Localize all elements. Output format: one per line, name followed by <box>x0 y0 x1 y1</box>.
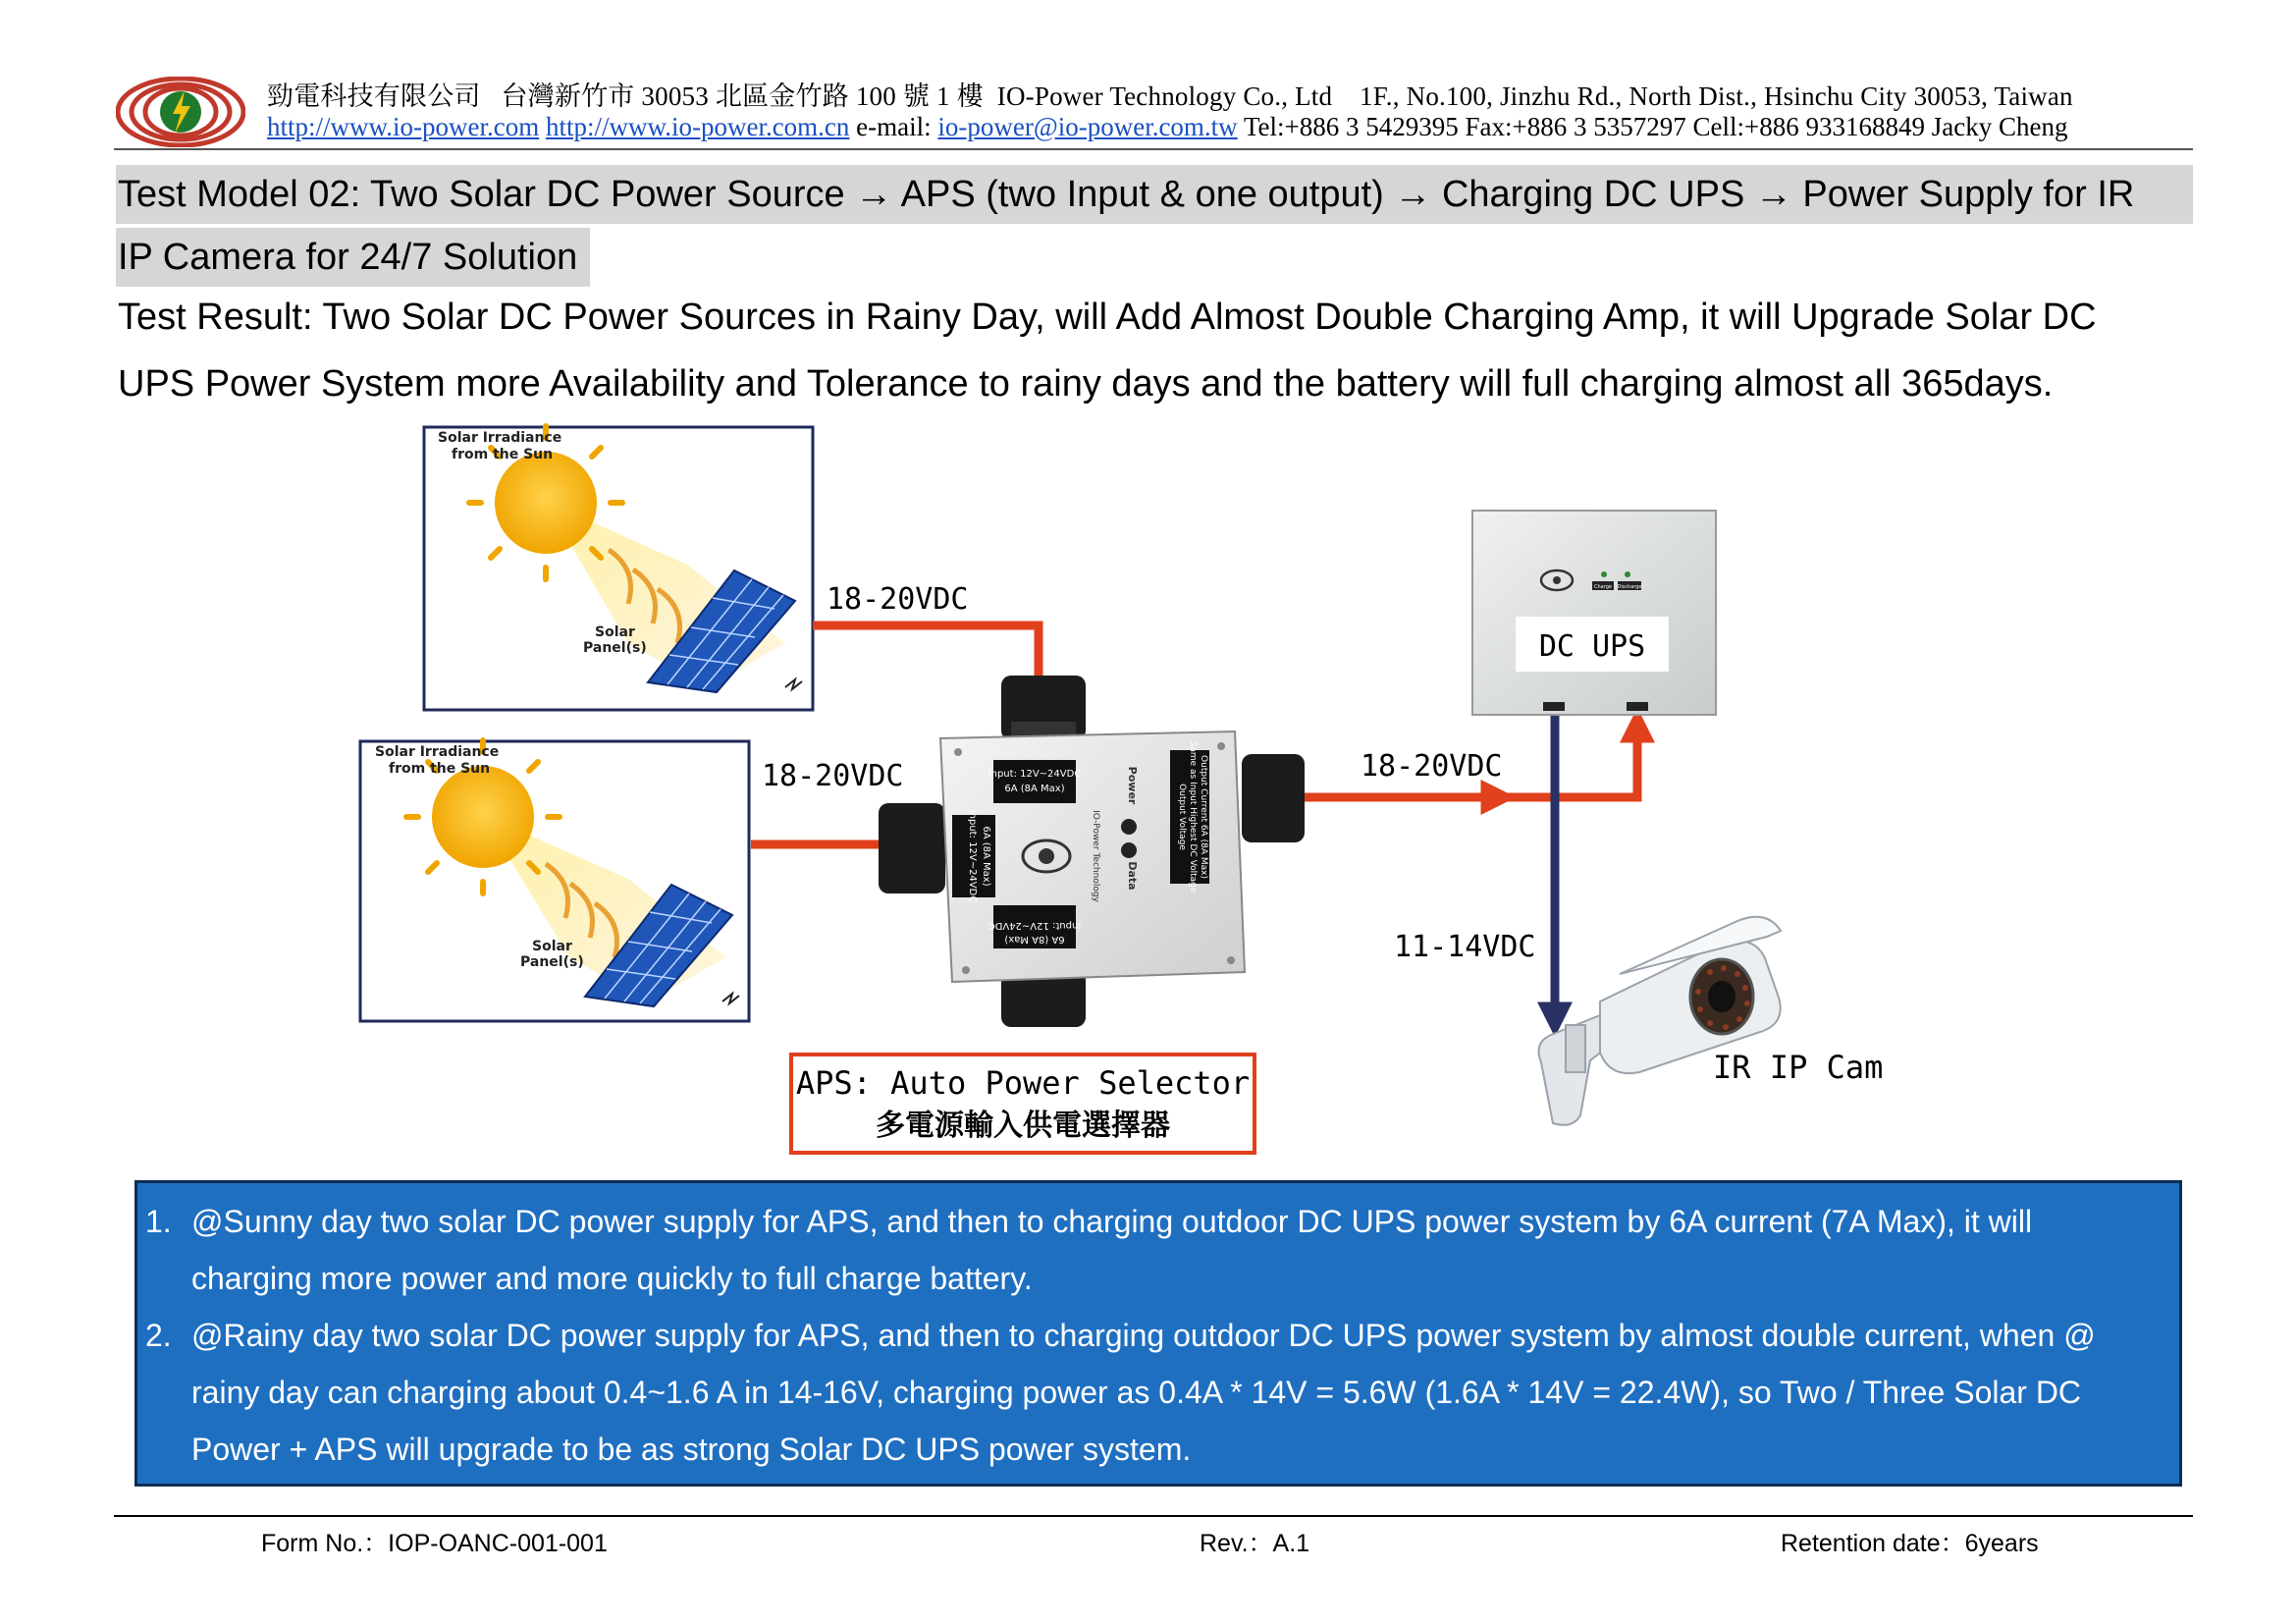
aps-data-led-label: Data <box>1126 861 1139 891</box>
address-cn: 台灣新竹市 30053 北區金竹路 100 號 1 樓 <box>501 81 984 111</box>
voltage-label-camera: 11-14VDC <box>1394 930 1536 964</box>
arrow-to-ups-input <box>1492 722 1637 797</box>
note-text-line: Power + APS will upgrade to be as strong Solar DC UPS power system. <box>191 1432 1192 1467</box>
form-number: Form No.：IOP-OANC-001-001 <box>261 1530 608 1557</box>
aps-input-bottom-1: Input: 12V~24VDC <box>988 920 1082 931</box>
aps-input-left-1: Input: 12V~24VDC <box>967 809 978 903</box>
email-link[interactable]: io-power@io-power.com.tw <box>937 112 1238 141</box>
panel-label-top-1: Solar <box>595 624 635 640</box>
power-led-icon <box>1121 819 1137 835</box>
solar-panel-bottom <box>360 740 749 1021</box>
note-number: 1. <box>145 1204 172 1239</box>
voltage-label-top: 18-20VDC <box>827 582 969 617</box>
aps-output-3: Output Current 6A (8A Max) <box>1199 755 1208 879</box>
panel-label-top-2: Panel(s) <box>583 640 647 656</box>
aps-device <box>879 676 1305 1027</box>
panel-label-bottom-2: Panel(s) <box>520 954 584 970</box>
company-name-cn: 勁電科技有限公司 <box>267 81 481 111</box>
revision: Rev.：A.1 <box>1200 1530 1310 1557</box>
website-link-com[interactable]: http://www.io-power.com <box>267 112 540 141</box>
ups-led-charge-label: Charge <box>1594 584 1612 590</box>
aps-caption-cn: 多電源輸入供電選擇器 <box>876 1109 1170 1143</box>
irradiance-label-bottom-2: from the Sun <box>389 761 491 777</box>
panel-label-bottom-1: Solar <box>532 939 572 954</box>
cable-gland-right <box>1242 754 1305 842</box>
dc-ups-unit <box>1472 511 1716 715</box>
footer-divider <box>114 1515 2193 1517</box>
aps-input-bottom-2: 6A (8A Max) <box>1004 934 1065 945</box>
ir-ip-camera <box>1539 917 1781 1125</box>
data-led-icon <box>1121 842 1137 858</box>
ups-output-port <box>1543 702 1565 711</box>
dc-ups-label: DC UPS <box>1538 629 1646 664</box>
voltage-label-left: 18-20VDC <box>762 759 904 793</box>
test-result-line-1: Test Result: Two Solar DC Power Sources in Rainy Day, will Add Almost Double Charging Amp, it will Upgrade Solar DC <box>118 297 2097 338</box>
aps-input-left-2: 6A (8A Max) <box>981 826 991 887</box>
discharge-led-icon <box>1625 571 1630 577</box>
solar-panel-top <box>424 426 813 710</box>
irradiance-label-top-2: from the Sun <box>452 447 554 462</box>
website-link-cn[interactable]: http://www.io-power.com.cn <box>545 112 850 141</box>
ups-led-discharge-label: Discharge <box>1617 584 1642 590</box>
cable-gland-left <box>879 803 945 893</box>
test-result-line-2: UPS Power System more Availability and Tolerance to rainy days and the battery will full charging almost all 365days. <box>118 363 2054 405</box>
email-label: e-mail: <box>856 112 932 141</box>
aps-power-led-label: Power <box>1126 766 1139 805</box>
note-number: 2. <box>145 1318 172 1353</box>
phone-numbers: Tel:+886 3 5429395 Fax:+886 3 5357297 Cell:+886 933168849 Jacky Cheng <box>1243 112 2068 141</box>
aps-input-top-1: Input: 12V~24VDC <box>988 769 1082 780</box>
irradiance-label-bottom-1: Solar Irradiance <box>375 744 500 760</box>
charge-led-icon <box>1601 571 1607 577</box>
sun-icon <box>495 452 597 554</box>
note-text-line: rainy day can charging about 0.4~1.6 A in 14-16V, charging power as 0.4A * 14V = 5.6W (1.6A * 14V = 22.4W), so Two / Three Solar DC <box>191 1375 2082 1410</box>
notes-panel <box>134 1180 2182 1487</box>
retention-date: Retention date：6years <box>1781 1530 2039 1557</box>
page-title-line-1: Test Model 02: Two Solar DC Power Source → APS (two Input & one output) → Charging DC UPS → Power Supply for IR <box>118 174 2135 215</box>
note-text-line: @Rainy day two solar DC power supply for APS, and then to charging outdoor DC UPS power system by almost double current, when @ <box>191 1318 2096 1353</box>
aps-output-2: Same as Input Highest DC Voltage <box>1188 740 1198 893</box>
aps-input-top-2: 6A (8A Max) <box>1004 784 1065 794</box>
ups-input-port <box>1627 702 1648 711</box>
aps-brand: IO-Power Technology <box>1091 810 1100 902</box>
aps-output-1: Output Voltage <box>1177 784 1187 850</box>
note-text-line: @Sunny day two solar DC power supply for APS, and then to charging outdoor DC UPS power system by 6A current (7A Max), it will <box>191 1204 2033 1239</box>
page-title-line-2: IP Camera for 24/7 Solution <box>118 237 578 278</box>
aps-caption-en: APS: Auto Power Selector <box>795 1064 1251 1102</box>
voltage-label-output: 18-20VDC <box>1361 749 1503 784</box>
note-text-line: charging more power and more quickly to full charge battery. <box>191 1261 1033 1296</box>
irradiance-label-top-1: Solar Irradiance <box>438 430 562 446</box>
sun-icon <box>432 766 534 868</box>
camera-label: IR IP Cam <box>1713 1049 1884 1086</box>
company-name-en: IO-Power Technology Co., Ltd <box>996 81 1333 111</box>
address-en: 1F., No.100, Jinzhu Rd., North Dist., Hsinchu City 30053, Taiwan <box>1360 81 2073 111</box>
